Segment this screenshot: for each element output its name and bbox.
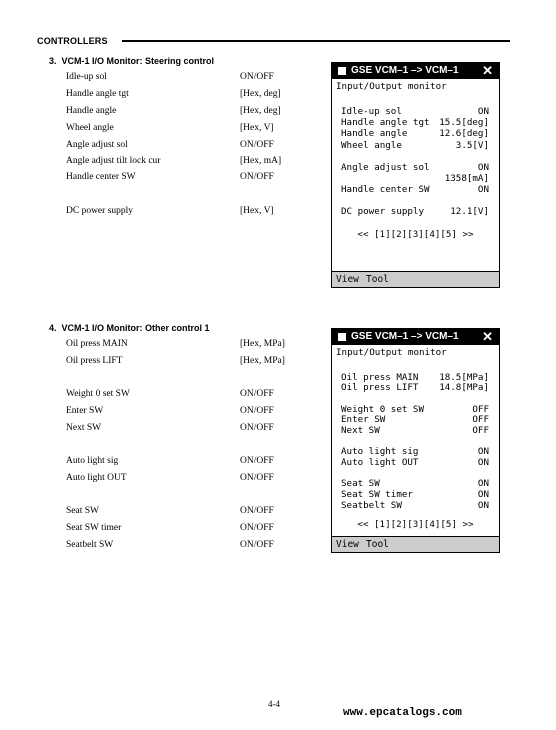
monitor-row xyxy=(341,500,489,511)
close-icon[interactable]: ✕ xyxy=(482,63,493,78)
section-4-title xyxy=(49,323,210,333)
page-number: 4-4 xyxy=(268,699,280,709)
signal-name: Next SW xyxy=(66,423,102,433)
header-title: CONTROLLERS xyxy=(37,36,108,46)
signal-name: Handle angle xyxy=(66,106,117,116)
signal-unit: ON/OFF xyxy=(240,406,274,416)
table-row xyxy=(66,89,316,102)
section-3-title xyxy=(49,56,214,66)
table-row xyxy=(66,206,316,219)
page-selector[interactable]: << [1][2][3][4][5] >> xyxy=(357,519,474,530)
monitor-label: Handle angle tgt xyxy=(341,117,430,128)
monitor-label: Auto light OUT xyxy=(341,457,419,468)
table-row xyxy=(66,523,316,536)
monitor-label: Enter SW xyxy=(341,414,386,425)
menu-view[interactable]: View xyxy=(336,539,359,550)
monitor-value: ON xyxy=(477,457,489,468)
screen-menubar xyxy=(332,271,499,287)
monitor-value: 14.8[MPa] xyxy=(439,382,489,393)
signal-name: Handle center SW xyxy=(66,172,136,182)
table-row xyxy=(66,456,316,469)
monitor-row xyxy=(341,106,489,117)
monitor-label: Seatbelt SW xyxy=(341,500,402,511)
signal-unit: [Hex, deg] xyxy=(240,106,281,116)
signal-unit: ON/OFF xyxy=(240,172,274,182)
signal-unit: ON/OFF xyxy=(240,473,274,483)
monitor-label: Oil press LIFT xyxy=(341,382,419,393)
monitor-label: Idle-up sol xyxy=(341,106,402,117)
screen-body xyxy=(332,79,499,271)
monitor-label: Handle angle xyxy=(341,128,408,139)
io-monitor-screen-steering xyxy=(331,62,500,288)
signal-name: Oil press LIFT xyxy=(66,356,123,366)
monitor-row xyxy=(341,140,489,151)
monitor-value: 15.5[deg] xyxy=(439,117,489,128)
section-number: 3. xyxy=(49,56,57,66)
signal-name: DC power supply xyxy=(66,206,134,216)
section-number: 4. xyxy=(49,323,57,333)
screen-subtitle: Input/Output monitor xyxy=(336,81,447,92)
signal-name: Angle adjust sol xyxy=(66,140,128,150)
monitor-value: 12.1[V] xyxy=(450,206,489,217)
monitor-label: Seat SW timer xyxy=(341,489,413,500)
screen-titlebar xyxy=(332,63,499,79)
monitor-value: ON xyxy=(477,162,489,173)
signal-name: Handle angle tgt xyxy=(66,89,129,99)
table-row xyxy=(66,473,316,486)
monitor-label: Auto light sig xyxy=(341,446,419,457)
monitor-value: 12.6[deg] xyxy=(439,128,489,139)
io-monitor-screen-other xyxy=(331,328,500,553)
table-row xyxy=(66,389,316,402)
monitor-row xyxy=(341,173,489,184)
table-row xyxy=(66,356,316,369)
monitor-row xyxy=(341,128,489,139)
monitor-row xyxy=(341,478,489,489)
monitor-label: Weight 0 set SW xyxy=(341,404,424,415)
screen-title: GSE VCM–1 –> VCM–1 xyxy=(351,65,459,76)
monitor-value: ON xyxy=(477,478,489,489)
monitor-row xyxy=(341,117,489,128)
footer-watermark-url[interactable]: www.epcatalogs.com xyxy=(343,707,462,719)
monitor-value: OFF xyxy=(472,404,489,415)
signal-name: Enter SW xyxy=(66,406,104,416)
signal-name: Auto light OUT xyxy=(66,473,127,483)
signal-unit: ON/OFF xyxy=(240,540,274,550)
monitor-row xyxy=(341,162,489,173)
signal-unit: ON/OFF xyxy=(240,506,274,516)
signal-unit: ON/OFF xyxy=(240,389,274,399)
signal-unit: ON/OFF xyxy=(240,140,274,150)
table-row xyxy=(66,506,316,519)
monitor-row xyxy=(341,489,489,500)
header-rule xyxy=(122,40,510,42)
signal-unit: ON/OFF xyxy=(240,523,274,533)
monitor-row xyxy=(341,425,489,436)
table-row xyxy=(66,540,316,553)
table-row xyxy=(66,106,316,119)
monitor-row xyxy=(341,382,489,393)
signal-name: Seat SW timer xyxy=(66,523,122,533)
signal-name: Idle-up sol xyxy=(66,72,107,82)
monitor-row xyxy=(341,414,489,425)
monitor-value: 18.5[MPa] xyxy=(439,372,489,383)
monitor-value: ON xyxy=(477,500,489,511)
window-square-icon xyxy=(338,67,346,75)
signal-name: Seat SW xyxy=(66,506,99,516)
signal-unit: [Hex, mA] xyxy=(240,156,282,166)
signal-name: Weight 0 set SW xyxy=(66,389,130,399)
monitor-label: DC power supply xyxy=(341,206,424,217)
monitor-label: Next SW xyxy=(341,425,380,436)
monitor-value: 1358[mA] xyxy=(444,173,489,184)
table-row xyxy=(66,339,316,352)
monitor-value: ON xyxy=(477,184,489,195)
screen-menubar xyxy=(332,536,499,552)
signal-name: Seatbelt SW xyxy=(66,540,114,550)
signal-unit: ON/OFF xyxy=(240,72,274,82)
table-row xyxy=(66,123,316,136)
section-heading: VCM-1 I/O Monitor: Other control 1 xyxy=(61,323,210,333)
screen-body xyxy=(332,345,499,536)
table-row xyxy=(66,156,316,169)
signal-name: Oil press MAIN xyxy=(66,339,128,349)
table-row xyxy=(66,140,316,153)
signal-unit: ON/OFF xyxy=(240,423,274,433)
monitor-row xyxy=(341,446,489,457)
table-row xyxy=(66,72,316,85)
menu-tool[interactable]: Tool xyxy=(366,539,389,550)
monitor-row xyxy=(341,206,489,217)
monitor-label: Angle adjust sol xyxy=(341,162,430,173)
monitor-value: ON xyxy=(477,446,489,457)
monitor-value: ON xyxy=(477,106,489,117)
monitor-label: Oil press MAIN xyxy=(341,372,419,383)
signal-name: Auto light sig xyxy=(66,456,119,466)
table-row xyxy=(66,406,316,419)
window-square-icon xyxy=(338,333,346,341)
monitor-value: 3.5[V] xyxy=(455,140,489,151)
signal-unit: [Hex, V] xyxy=(240,206,274,216)
monitor-value: OFF xyxy=(472,425,489,436)
table-row xyxy=(66,423,316,436)
signal-unit: ON/OFF xyxy=(240,456,274,466)
monitor-label: Wheel angle xyxy=(341,140,402,151)
screen-subtitle: Input/Output monitor xyxy=(336,347,447,358)
monitor-label: Seat SW xyxy=(341,478,380,489)
screen-title: GSE VCM–1 –> VCM–1 xyxy=(351,331,459,342)
page-selector[interactable]: << [1][2][3][4][5] >> xyxy=(357,229,474,240)
table-row xyxy=(66,172,316,185)
screen-titlebar xyxy=(332,329,499,345)
signal-unit: [Hex, MPa] xyxy=(240,339,285,349)
monitor-label: Handle center SW xyxy=(341,184,430,195)
signal-unit: [Hex, deg] xyxy=(240,89,281,99)
signal-unit: [Hex, MPa] xyxy=(240,356,285,366)
signal-name: Angle adjust tilt lock cur xyxy=(66,156,161,166)
menu-view[interactable]: View xyxy=(336,274,359,285)
signal-unit: [Hex, V] xyxy=(240,123,274,133)
signal-name: Wheel angle xyxy=(66,123,114,133)
monitor-row xyxy=(341,457,489,468)
monitor-value: OFF xyxy=(472,414,489,425)
monitor-row xyxy=(341,184,489,195)
section-heading: VCM-1 I/O Monitor: Steering control xyxy=(61,56,215,66)
close-icon[interactable]: ✕ xyxy=(482,329,493,344)
monitor-value: ON xyxy=(477,489,489,500)
menu-tool[interactable]: Tool xyxy=(366,274,389,285)
